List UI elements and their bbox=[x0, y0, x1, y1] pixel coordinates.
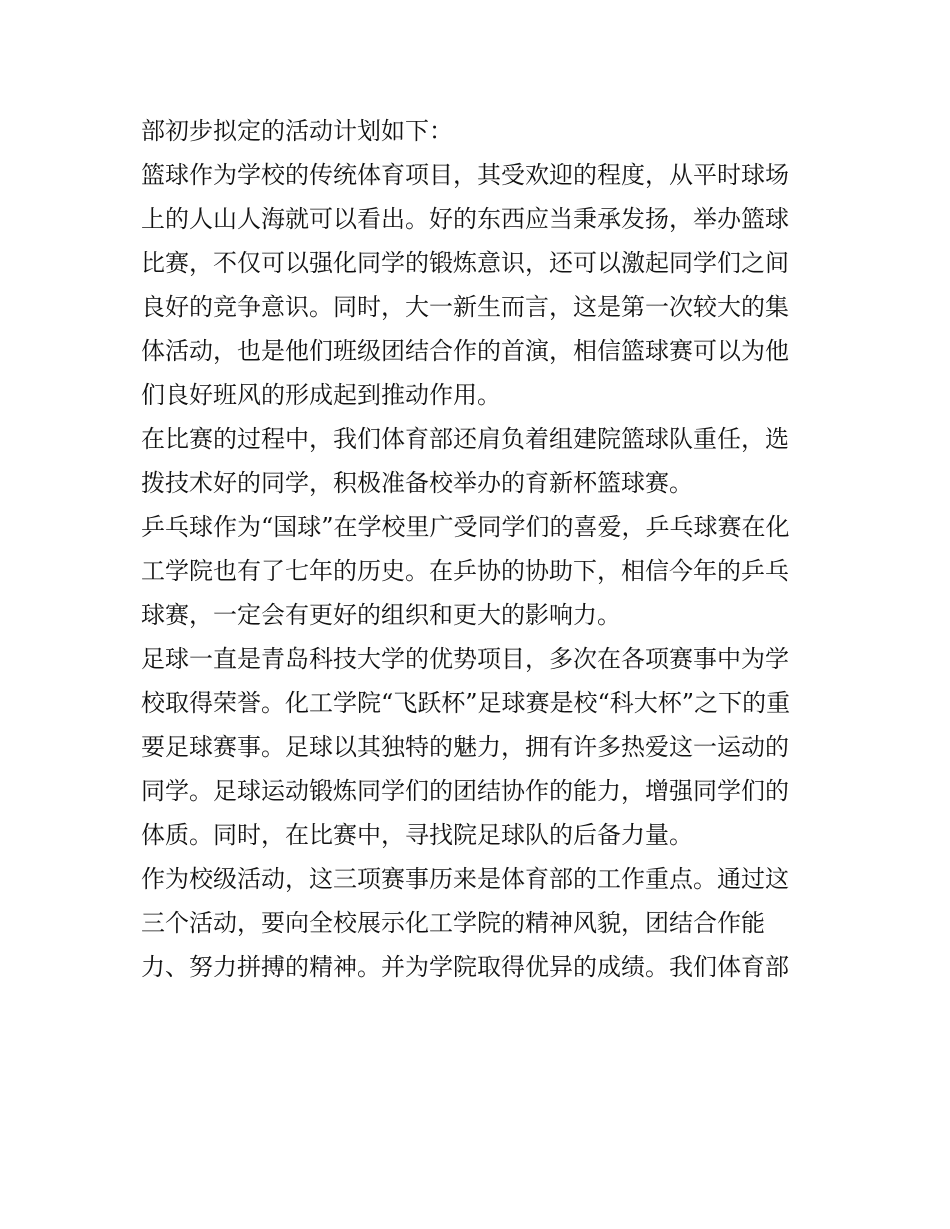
text-line: 良好的竞争意识。同时，大一新生而言，这是第一次较大的集 bbox=[141, 293, 789, 321]
text-line: 拨技术好的同学，积极准备校举办的育新杯篮球赛。 bbox=[141, 469, 693, 497]
text-line: 要足球赛事。足球以其独特的魅力，拥有许多热爱这一运动的 bbox=[141, 733, 789, 761]
text-line: 比赛，不仅可以强化同学的锻炼意识，还可以激起同学们之间 bbox=[141, 249, 789, 277]
text-line: 作为校级活动，这三项赛事历来是体育部的工作重点。通过这 bbox=[141, 865, 789, 893]
text-line: 球赛，一定会有更好的组织和更大的影响力。 bbox=[141, 601, 621, 629]
text-line: 在比赛的过程中，我们体育部还肩负着组建院篮球队重任，选 bbox=[141, 425, 789, 453]
text-line: 工学院也有了七年的历史。在乒协的协助下，相信今年的乒乓 bbox=[141, 557, 789, 585]
text-line: 校取得荣誉。化工学院“飞跃杯”足球赛是校“科大杯”之下的重 bbox=[141, 689, 791, 717]
text-line: 上的人山人海就可以看出。好的东西应当秉承发扬，举办篮球 bbox=[141, 205, 789, 233]
text-line: 体质。同时，在比赛中，寻找院足球队的后备力量。 bbox=[141, 821, 693, 849]
text-line: 足球一直是青岛科技大学的优势项目，多次在各项赛事中为学 bbox=[141, 645, 789, 673]
text-line: 们良好班风的形成起到推动作用。 bbox=[141, 381, 501, 409]
text-line: 同学。足球运动锻炼同学们的团结协作的能力，增强同学们的 bbox=[141, 777, 789, 805]
text-line: 篮球作为学校的传统体育项目，其受欢迎的程度，从平时球场 bbox=[141, 161, 789, 189]
text-line: 体活动，也是他们班级团结合作的首演，相信篮球赛可以为他 bbox=[141, 337, 789, 365]
text-line: 三个活动，要向全校展示化工学院的精神风貌，团结合作能 bbox=[141, 909, 765, 937]
text-line: 力、努力拼搏的精神。并为学院取得优异的成绩。我们体育部 bbox=[141, 953, 789, 981]
document-body bbox=[141, 109, 813, 989]
text-line: 部初步拟定的活动计划如下： bbox=[141, 117, 453, 145]
text-line: 乒乓球作为“国球”在学校里广受同学们的喜爱，乒乓球赛在化 bbox=[141, 513, 790, 541]
